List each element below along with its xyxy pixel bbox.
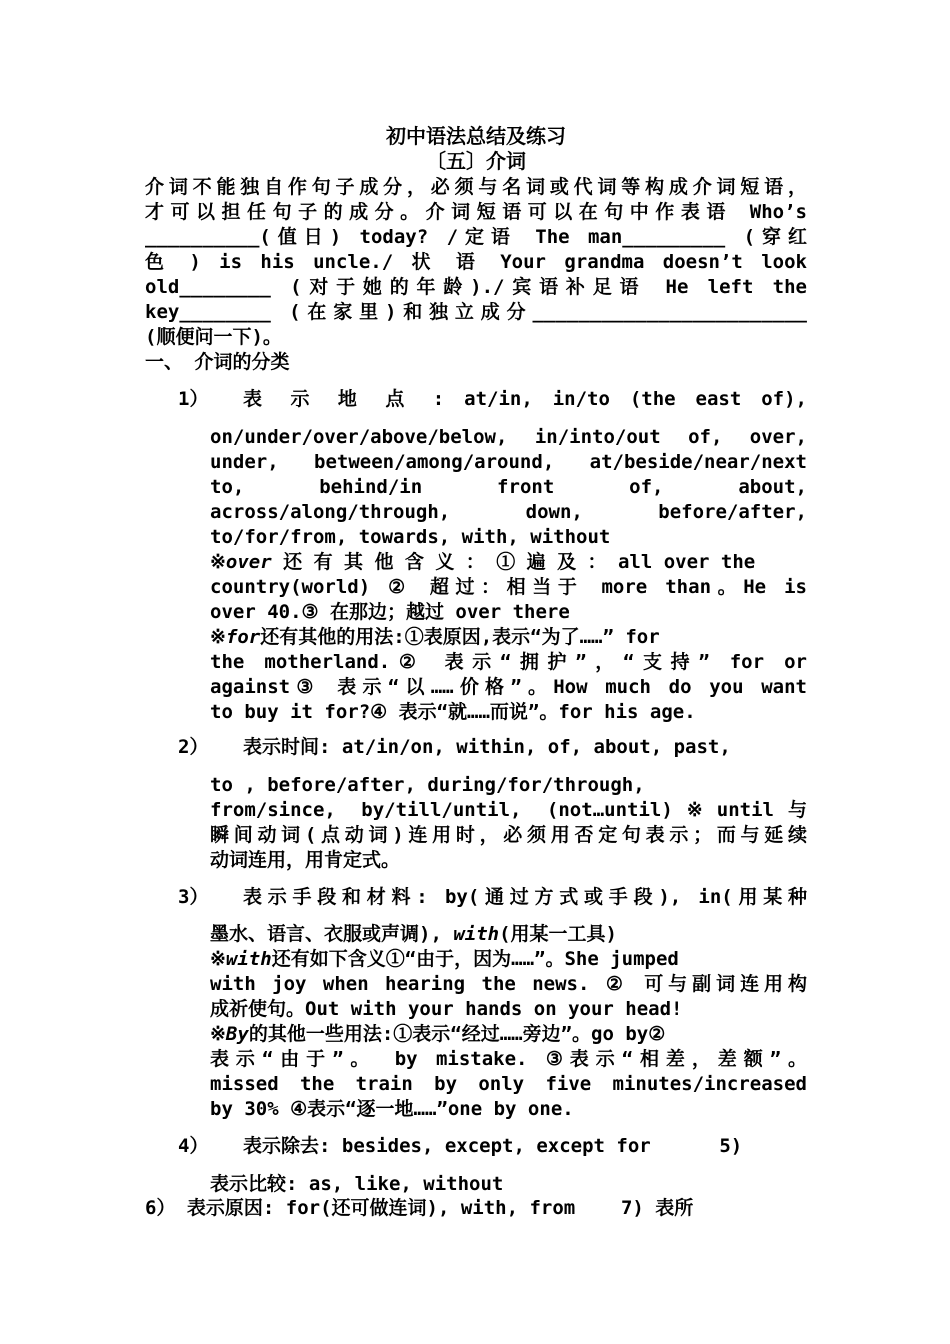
item-heading: 表 示 地 点 : at/in, in/to (the east of), <box>243 388 807 410</box>
intro-line: old________ (对于她的年龄)./宾语补足语 He left the <box>145 276 807 298</box>
note-line <box>210 625 807 649</box>
note-mark: ※ <box>210 1023 226 1045</box>
note-line <box>210 550 807 574</box>
item-line: on/under/over/above/below, in/into/out of, over, <box>210 426 807 448</box>
note-line <box>210 1022 807 1046</box>
note-line: the motherland.② 表示“拥护”，“支持” for or <box>210 651 807 673</box>
item-line: 瞬间动词(点动词)连用时，必须用否定句表示；而与延续 <box>210 824 807 846</box>
item-text: (用某一工具) <box>499 923 617 945</box>
note-keyword: over <box>225 551 272 573</box>
item-line: to, behind/in front of, about, <box>210 476 807 498</box>
intro-line: 才可以担任句子的成分。介词短语可以在句中作表语 Who’s <box>145 201 807 223</box>
note-line: to buy it for?④ 表示“就……而说”。for his age. <box>210 701 696 723</box>
note-line: against③ 表示“以……价格”。How much do you want <box>210 676 807 698</box>
note-line: missed the train by only five minutes/increased <box>210 1073 807 1095</box>
item-heading: 表示除去: besides, except, except for 5) <box>243 1135 743 1157</box>
note-mark: ※ <box>210 551 226 573</box>
note-line: country(world) ② 超过：相当于 more than。He is <box>210 576 807 598</box>
note-mark: ※ <box>210 626 226 648</box>
item-heading: 表示手段和材料: by(通过方式或手段), in(用某种 <box>243 886 807 908</box>
note-keyword: for <box>225 626 261 648</box>
note-keyword: By <box>225 1023 249 1045</box>
note-keyword: with <box>225 948 272 970</box>
item-line: across/along/through, down, before/after, <box>210 501 807 523</box>
intro-line: (顺便问一下)。 <box>145 326 282 348</box>
intro-line: 色 ) is his uncle./ 状 语 Your grandma doesn’t look <box>145 251 807 273</box>
note-line <box>210 947 807 971</box>
note-line: by 30% ④表示“逐一地……”one by one. <box>210 1098 574 1120</box>
item-line: to/for/from, towards, with, without <box>210 526 611 548</box>
section-heading: 一、 介词的分类 <box>145 351 290 373</box>
item-line: 6） 表示原因: for(还可做连词), with, from 7) 表所 <box>145 1197 694 1219</box>
intro-line: key________ (在家里)和独立成分________________________ <box>145 301 807 323</box>
item-text: 墨水、语言、衣服或声调), <box>210 923 454 945</box>
item-line: to , before/after, during/for/through, <box>210 774 645 796</box>
section-subtitle: 〔五〕介词 <box>426 149 526 173</box>
intro-line: __________(值日) today? /定语 The man_________ (穿红 <box>145 226 807 248</box>
item-line: 动词连用，用肯定式。 <box>210 849 401 871</box>
item-number: 3） <box>178 886 209 908</box>
note-text: 还 有 其 他 含 义 ： ① 遍 及 ： all over the <box>271 551 756 573</box>
note-keyword: with <box>453 923 500 945</box>
item-number: 1） <box>178 388 209 410</box>
note-line: 表示“由于”。 by mistake. ③表示“相差，差额”。 <box>210 1048 807 1070</box>
item-line <box>210 922 807 946</box>
note-text: 的其他一些用法:①表示“经过……旁边”。go by② <box>248 1023 666 1045</box>
note-line: over 40.③ 在那边；越过 over there <box>210 601 570 623</box>
note-line: 成祈使句。Out with your hands on your head! <box>210 998 683 1020</box>
item-line: under, between/among/around, at/beside/near/next <box>210 451 807 473</box>
note-line: with joy when hearing the news. ② 可与副词连用构 <box>210 973 807 995</box>
intro-line: 介词不能独自作句子成分，必须与名词或代词等构成介词短语， <box>145 176 807 198</box>
item-number: 2） <box>178 736 209 758</box>
document-title: 初中语法总结及练习 <box>386 124 566 148</box>
note-text: 还有如下含义①“由于，因为……”。She jumped <box>271 948 679 970</box>
item-number: 4） <box>178 1135 209 1157</box>
item-line: 表示比较: as, like, without <box>210 1173 504 1195</box>
note-mark: ※ <box>210 948 226 970</box>
item-heading: 表示时间: at/in/on, within, of, about, past, <box>243 736 731 758</box>
item-line: from/since, by/till/until, (not…until)※until与 <box>210 799 807 821</box>
note-text: 还有其他的用法:①表原因,表示“为了……” for <box>260 626 660 648</box>
